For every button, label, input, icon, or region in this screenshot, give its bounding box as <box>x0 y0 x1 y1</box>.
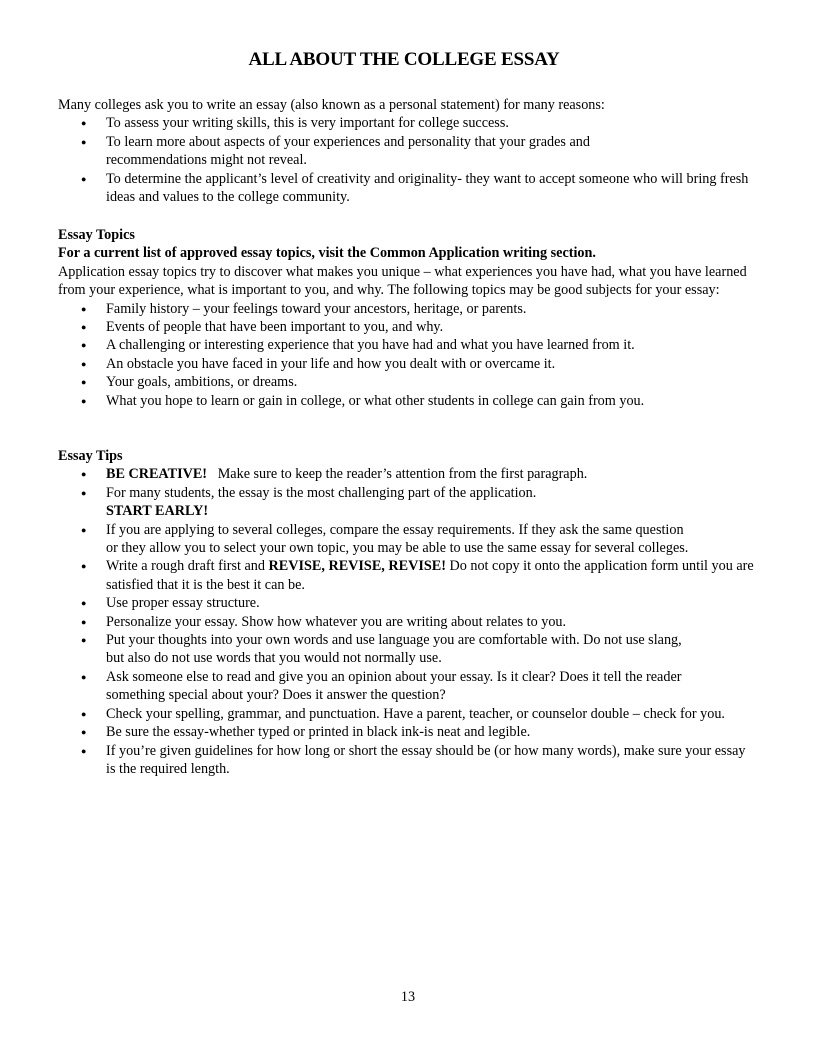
page-title: ALL ABOUT THE COLLEGE ESSAY <box>248 49 560 70</box>
tip-text: Make sure to keep the reader’s attention from the first paragraph. <box>217 466 588 483</box>
revise-label: REVISE, REVISE, REVISE! <box>268 558 446 575</box>
list-item: ● Put your thoughts into your own words and use language you are comfortable with. Do not use slang, but also do not use words that you would not normally use. <box>58 631 758 668</box>
list-item: ● Personalize your essay. Show how whatever you are writing about relates to you. <box>58 613 758 631</box>
list-item: ● To determine the applicant’s level of creativity and originality- they want to accept someone who will bring fresh ideas and values to the college community. <box>58 170 758 207</box>
list-item: ● What you hope to learn or gain in college, or what other students in college can gain from you. <box>58 392 758 410</box>
page-number: 13 <box>400 989 416 1005</box>
list-item: ● An obstacle you have faced in your life and how you dealt with or overcame it. <box>58 355 758 373</box>
be-creative-label: BE CREATIVE! <box>106 466 208 483</box>
topics-text: Application essay topics try to discover what makes you unique – what experiences you have had, what you have learned from your experience, what is important to you, and why. The following topics may be good subjects for your essay: <box>58 263 747 299</box>
essay-topics-section <box>58 226 758 410</box>
tip-text: For many students, the essay is the most challenging part of the application. <box>106 484 537 501</box>
list-item: ● To learn more about aspects of your experiences and personality that your grades and recommendations might not reveal. <box>58 133 758 170</box>
essay-tips-heading: Essay Tips <box>58 448 123 464</box>
list-item <box>58 465 758 483</box>
list-item: ● To assess your writing skills, this is very important for college success. <box>58 114 758 132</box>
list-item <box>58 557 758 594</box>
essay-tips-section <box>58 447 758 778</box>
list-item: ● Events of people that have been important to you, and why. <box>58 318 758 336</box>
list-item: ● Ask someone else to read and give you an opinion about your essay. Is it clear? Does it tell the reader something special about your? Does it answer the question? <box>58 668 758 705</box>
tip-text: Do not copy it onto the application form until you are satisfied that it is the best it can be. <box>106 558 754 593</box>
tip-text: Write a rough draft first and <box>106 558 265 575</box>
list-item: ● Check your spelling, grammar, and punctuation. Have a parent, teacher, or counselor double – check for you. <box>58 705 758 723</box>
list-item: ● A challenging or interesting experience that you have had and what you have learned from it. <box>58 336 758 354</box>
list-item: ● Use proper essay structure. <box>58 594 758 612</box>
start-early-label: START EARLY! <box>106 503 209 520</box>
essay-topics-heading: Essay Topics <box>58 227 135 243</box>
intro-text: Many colleges ask you to write an essay (also known as a personal statement) for many reasons: <box>58 97 605 113</box>
intro-section <box>58 96 758 206</box>
intro-bullet-list <box>58 114 758 206</box>
list-item: ● Your goals, ambitions, or dreams. <box>58 373 758 391</box>
list-item: ● Family history – your feelings toward your ancestors, heritage, or parents. <box>58 300 758 318</box>
common-app-note: For a current list of approved essay topics, visit the Common Application writing section. <box>58 245 596 262</box>
list-item <box>58 484 758 521</box>
list-item: ● If you are applying to several colleges, compare the essay requirements. If they ask the same question or they allow you to select your own topic, you may be able to use the same essay for several colleges. <box>58 521 758 558</box>
tips-bullet-list <box>58 465 758 778</box>
list-item: ● Be sure the essay-whether typed or printed in black ink-is neat and legible. <box>58 723 758 741</box>
list-item: ● If you’re given guidelines for how long or short the essay should be (or how many words), make sure your essay is the required length. <box>58 742 758 779</box>
topics-bullet-list <box>58 300 758 410</box>
